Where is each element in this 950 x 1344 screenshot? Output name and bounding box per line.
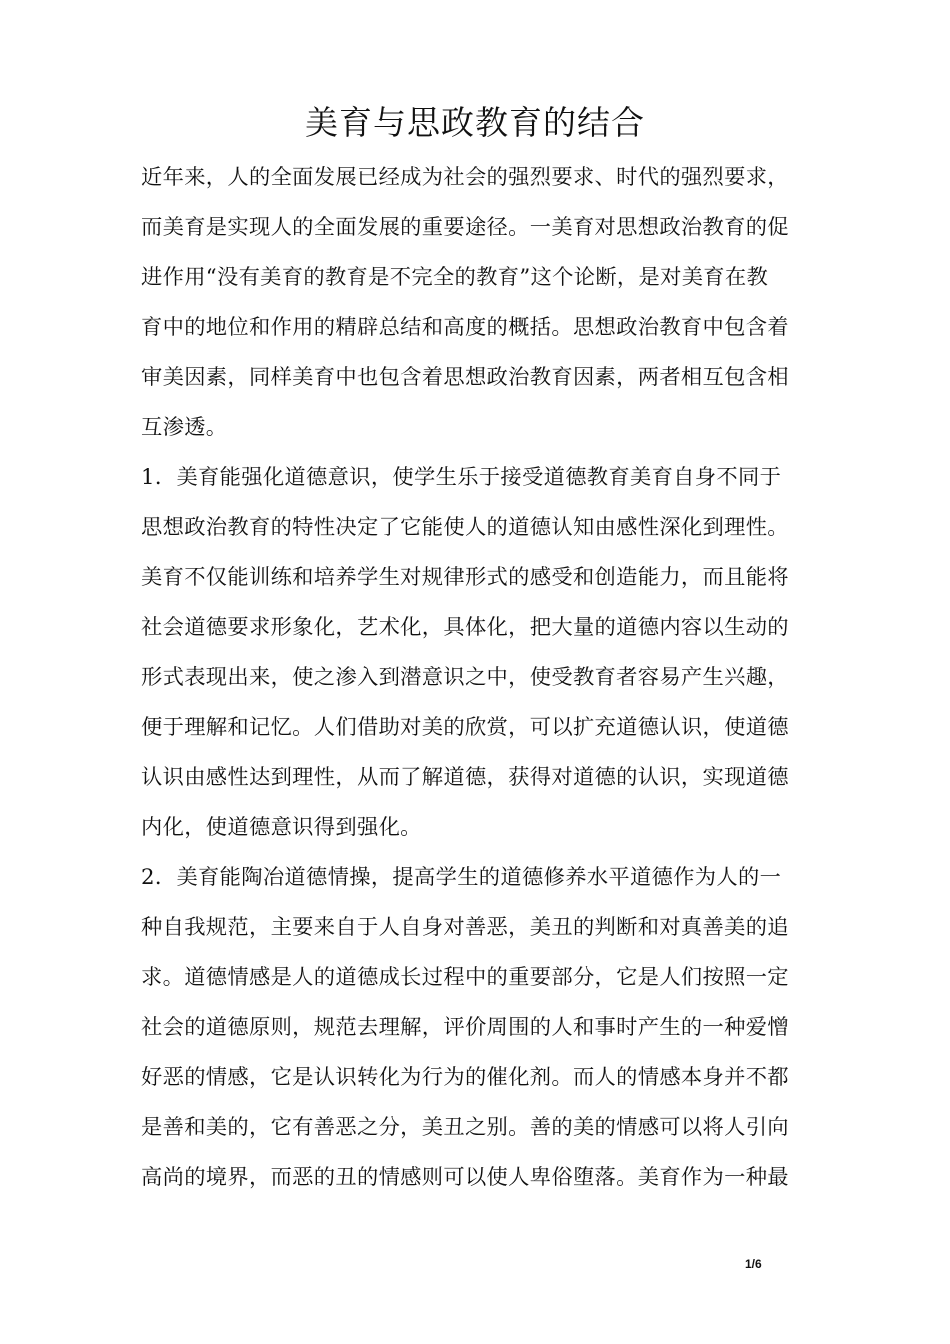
text-line: 形式表现出来，使之渗入到潜意识之中，使受教育者容易产生兴趣， xyxy=(141,665,789,690)
text-line: 内化，使道德意识得到强化。 xyxy=(141,815,422,840)
page-number: 1/6 xyxy=(745,1257,762,1271)
text-line: 思想政治教育的特性决定了它能使人的道德认知由感性深化到理性。 xyxy=(141,515,789,540)
text-line: 互渗透。 xyxy=(141,415,228,440)
text-line: 种自我规范，主要来自于人自身对善恶，美丑的判断和对真善美的追 xyxy=(141,915,789,940)
text-line: 好恶的情感，它是认识转化为行为的催化剂。而人的情感本身并不都 xyxy=(141,1065,789,1090)
document-body xyxy=(141,153,821,1203)
text-line: 是善和美的，它有善恶之分，美丑之别。善的美的情感可以将人引向 xyxy=(141,1115,789,1140)
text-line: 而美育是实现人的全面发展的重要途径。一美育对思想政治教育的促 xyxy=(141,215,789,240)
page-title: 美育与思政教育的结合 xyxy=(305,103,645,142)
text-line: 近年来，人的全面发展已经成为社会的强烈要求、时代的强烈要求， xyxy=(141,165,789,190)
text-line: 进作用“没有美育的教育是不完全的教育”这个论断，是对美育在教 xyxy=(141,265,769,290)
text-line: 认识由感性达到理性，从而了解道德，获得对道德的认识，实现道德 xyxy=(141,765,789,790)
text-line: 育中的地位和作用的精辟总结和高度的概括。思想政治教育中包含着 xyxy=(141,315,789,340)
text-line: 美育不仅能训练和培养学生对规律形式的感受和创造能力，而且能将 xyxy=(141,565,789,590)
text-line: 2．美育能陶冶道德情操，提高学生的道德修养水平道德作为人的一 xyxy=(141,865,782,890)
text-line: 高尚的境界，而恶的丑的情感则可以使人卑俗堕落。美育作为一种最 xyxy=(141,1165,789,1190)
text-line: 审美因素，同样美育中也包含着思想政治教育因素，两者相互包含相 xyxy=(141,365,789,390)
text-line: 社会的道德原则，规范去理解，评价周围的人和事时产生的一种爱憎 xyxy=(141,1015,789,1040)
text-line: 1．美育能强化道德意识，使学生乐于接受道德教育美育自身不同于 xyxy=(141,465,782,490)
text-line: 社会道德要求形象化，艺术化，具体化，把大量的道德内容以生动的 xyxy=(141,615,789,640)
text-line: 便于理解和记忆。人们借助对美的欣赏，可以扩充道德认识，使道德 xyxy=(141,715,789,740)
text-line: 求。道德情感是人的道德成长过程中的重要部分，它是人们按照一定 xyxy=(141,965,789,990)
